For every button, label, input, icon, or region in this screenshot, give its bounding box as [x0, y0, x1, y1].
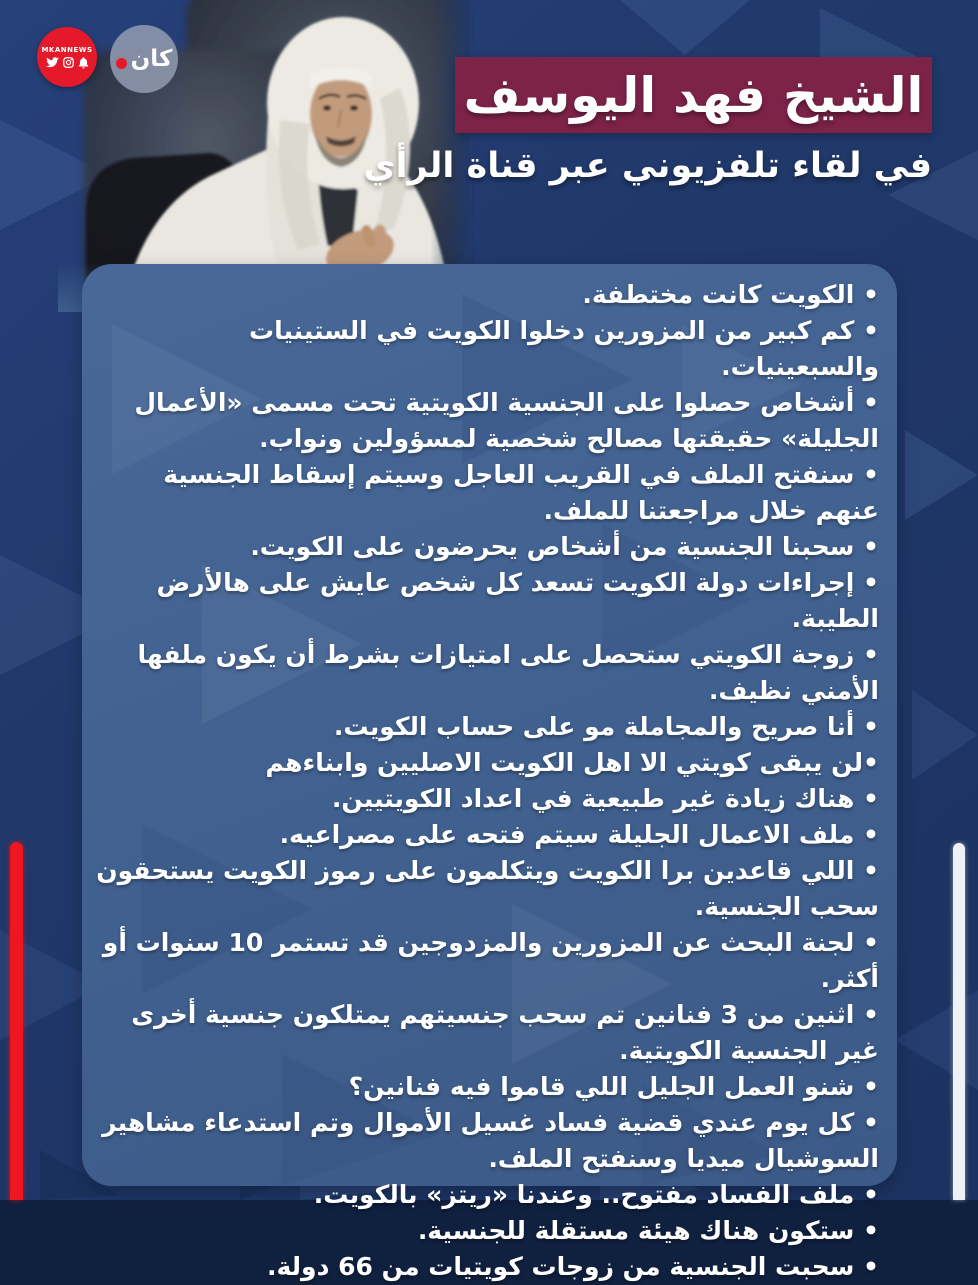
statement-item: • ملف الاعمال الجليلة سيتم فتحه على مصراعيه.: [279, 820, 879, 849]
statement-item: • سنفتح الملف في القريب العاجل وسيتم إسقاط الجنسية عنهم خلال مراجعتنا للملف.: [163, 460, 879, 525]
title-band: [455, 57, 932, 133]
channel-social-badge: [37, 27, 97, 87]
statement-item: • زوجة الكويتي ستحصل على امتيازات بشرط أن يكون ملفها الأمني نظيف.: [137, 640, 879, 705]
twitter-icon: [46, 57, 59, 68]
statement-item: • كم كبير من المزورين دخلوا الكويت في الستينيات والسبعينيات.: [248, 316, 879, 381]
makan-logo: [110, 25, 178, 93]
bell-icon: [78, 57, 89, 69]
statements-list: [82, 264, 897, 1281]
statement-item: • اللي قاعدين برا الكويت ويتكلمون على رموز الكويت يستحقون سحب الجنسية.: [96, 856, 879, 921]
page-subtitle: في لقاء تلفزيوني عبر قناة الرأي: [363, 146, 932, 186]
statement-item: • إجراءات دولة الكويت تسعد كل شخص عايش على هالأرض الطيبة.: [156, 568, 879, 633]
channel-handle: MKANNEWS: [41, 45, 93, 54]
statement-item: •لن يبقى كويتي الا اهل الكويت الاصليين وابناءهم: [265, 748, 879, 777]
statement-item: • أنا صريح والمجاملة مو على حساب الكويت.: [333, 712, 879, 741]
logo-text: كان: [130, 45, 173, 72]
social-icons-row: [46, 57, 89, 69]
statement-item: • سحبنا الجنسية من أشخاص يحرضون على الكويت.: [250, 532, 879, 561]
left-red-marker-line: [10, 842, 23, 1200]
right-white-marker-line: [953, 843, 965, 1200]
statement-item: • سحبت الجنسية من زوجات كويتيات من 66 دولة.: [266, 1252, 879, 1281]
statement-item: • ستكون هناك هيئة مستقلة للجنسية.: [417, 1216, 879, 1245]
statement-item: • هناك زيادة غير طبيعية في اعداد الكويتيين.: [331, 784, 879, 813]
page-title: الشيخ فهد اليوسف: [463, 66, 924, 124]
statement-item: • أشخاص حصلوا على الجنسية الكويتية تحت مسمى «الأعمال الجليلة» حقيقتها مصالح شخصية لمسؤولين ونواب.: [134, 388, 879, 453]
statement-item: • ملف الفساد مفتوح.. وعندنا «ريتز» بالكويت.: [313, 1180, 879, 1209]
statement-item: • كل يوم عندي قضية فساد غسيل الأموال وتم استدعاء مشاهير السوشيال ميديا وسنفتح الملف.: [102, 1108, 879, 1173]
statement-item: • شنو العمل الجليل اللي قاموا فيه فنانين؟: [348, 1072, 879, 1101]
statements-panel: [82, 264, 897, 1281]
logo-dot-icon: [116, 58, 127, 69]
statement-item: • اثنين من 3 فنانين تم سحب جنسيتهم يمتلكون جنسية أخرى غير الجنسية الكويتية.: [131, 1000, 879, 1065]
statement-item: • الكويت كانت مختطفة.: [582, 280, 879, 309]
instagram-icon: [63, 57, 74, 68]
statement-item: • لجنة البحث عن المزورين والمزدوجين قد تستمر 10 سنوات أو أكثر.: [102, 928, 879, 993]
